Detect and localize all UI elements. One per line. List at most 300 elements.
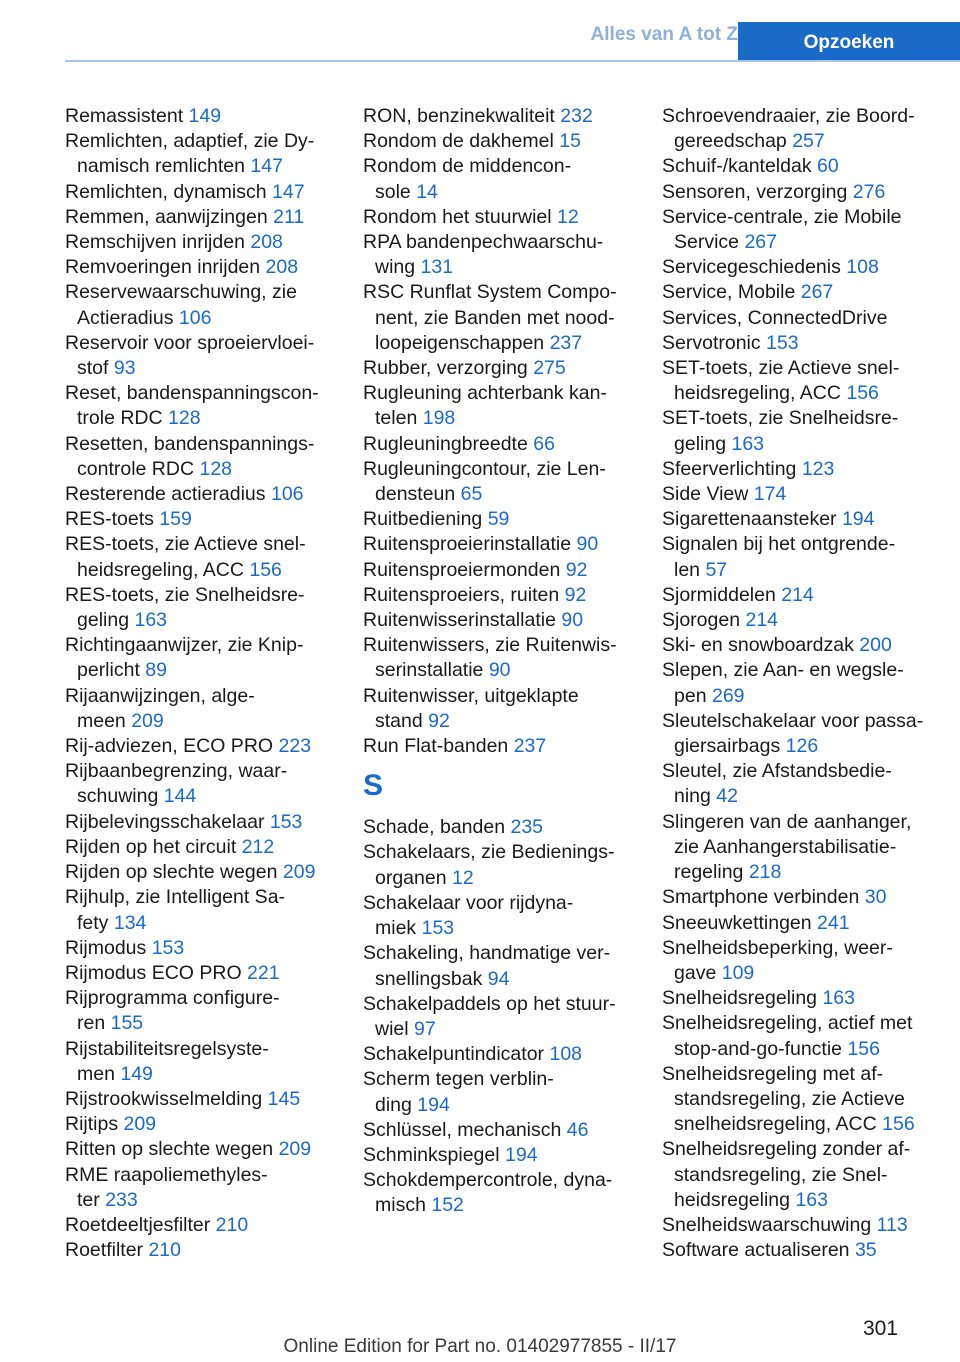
index-entry [363,154,635,204]
index-page-link[interactable]: 200 [859,634,892,657]
index-entry-text: schuwing [77,785,159,808]
index-entry [662,1062,952,1138]
index-entry-text: Rijstrookwisselmelding [65,1087,263,1110]
index-page-link[interactable]: 92 [428,709,450,732]
index-page-link[interactable]: 194 [841,508,875,531]
index-entry [363,1067,635,1117]
index-page-link[interactable]: 209 [282,861,316,884]
index-entry [65,759,335,809]
index-page-link[interactable]: 109 [721,961,755,984]
index-page-link[interactable]: 210 [215,1213,249,1236]
index-entry-text: fety [77,911,109,934]
index-entry [363,734,635,759]
index-entry [662,911,952,936]
index-page-link[interactable]: 30 [864,886,887,909]
index-entry-text: Rijden op het circuit [65,835,237,858]
index-entry [65,381,335,431]
index-page-link[interactable]: 269 [711,684,745,707]
index-entry-text: Ruitenwisserinstallatie [363,609,556,632]
index-entry-text: Remmen, aanwijzingen [65,205,268,228]
index-page-link[interactable]: 15 [559,130,581,153]
index-entry-text: Rij-adviezen, ECO PRO [65,735,274,758]
index-page-link[interactable]: 147 [272,180,305,203]
index-entry [65,482,335,507]
index-entry-text: Remlichten, adaptief, zie Dy- [65,130,315,153]
index-entry-text: Snelheidsregeling zonder af- [662,1138,911,1161]
index-entry-text: Reservewaarschuwing, zie [65,281,297,304]
index-page-link[interactable]: 134 [113,911,147,934]
index-entry [662,885,952,910]
index-entry-text: Sjorogen [662,609,741,632]
index-page-link[interactable]: 267 [744,231,777,254]
index-entry [65,734,335,759]
index-entry [65,1037,335,1087]
index-entry [662,255,952,280]
index-entry-text: Schakelaars, zie Bedienings- [363,841,615,864]
index-page-link[interactable]: 214 [781,583,814,606]
index-entry [662,936,952,986]
index-entry [363,1042,635,1067]
index-entry [363,507,635,532]
index-page-link[interactable]: 218 [748,861,782,884]
index-entry [65,230,335,255]
index-page-link[interactable]: 65 [460,483,483,506]
index-entry [363,891,635,941]
index-page-link[interactable]: 108 [549,1043,583,1066]
index-page-link[interactable]: 241 [817,911,850,934]
index-page-link[interactable]: 232 [560,105,593,127]
index-entry-text: Rubber, verzorging [363,357,528,380]
index-entry [363,558,635,583]
index-entry [65,583,335,633]
index-entry [363,104,635,129]
index-column-1 [65,104,335,1263]
index-page-link[interactable]: 163 [134,609,168,632]
index-page-link[interactable]: 57 [705,558,728,581]
index-entry [65,1112,335,1137]
index-page-link[interactable]: 267 [800,281,834,304]
index-page-link[interactable]: 59 [487,508,510,531]
index-page-link[interactable]: 155 [110,1012,144,1035]
index-page-link[interactable]: 152 [431,1194,464,1217]
index-page-link[interactable]: 106 [270,483,304,506]
index-entry-text: Ruitbediening [363,508,483,531]
index-entry-text: Remvoeringen inrijden [65,256,261,279]
index-entry-text: Rugleuning achterbank kan- [363,382,607,405]
index-entry [363,583,635,608]
index-page-link[interactable]: 144 [163,785,197,808]
edition-footer: Online Edition for Part no. 01402977855 - II/17 [283,1336,677,1357]
index-page-link[interactable]: 208 [250,231,283,254]
page-header [0,0,960,62]
index-entry [363,992,635,1042]
index-entry [363,129,635,154]
index-page-link[interactable]: 210 [148,1239,181,1262]
index-entry-text: gave [674,961,717,984]
index-entry [65,280,335,330]
index-entry-text: Schakelpuntindicator [363,1043,545,1066]
index-page-link[interactable]: 212 [241,835,275,858]
index-entry-text: len [674,558,701,581]
index-page-link[interactable]: 12 [557,205,579,228]
index-entry-text: RES-toets, zie Actieve snel- [65,533,306,556]
index-entry [363,1118,635,1143]
index-entry [65,633,335,683]
index-entry-text: gereedschap [674,130,787,153]
index-entry-text: Servicegeschiedenis [662,256,841,279]
index-entry [65,1137,335,1162]
index-page-link[interactable]: 128 [199,457,233,480]
index-page-link[interactable]: 209 [131,709,164,732]
index-entry-text: Schakeling, handmatige ver- [363,942,611,965]
index-page-link[interactable]: 275 [533,357,566,380]
index-page-link[interactable]: 89 [145,659,167,682]
index-entry-text: Remlichten, dynamisch [65,180,267,203]
index-entry-text: Rondom de dakhemel [363,130,554,153]
index-entry-text: Rijbaanbegrenzing, waar- [65,760,288,783]
index-entry [65,180,335,205]
index-page-link[interactable]: 194 [505,1143,538,1166]
index-entry-text: Rijhulp, zie Intelligent Sa- [65,886,286,909]
index-page-link[interactable]: 14 [416,180,438,203]
index-entry [662,583,952,608]
index-entry [662,986,952,1011]
page-number: 301 [862,1317,898,1340]
index-entry-text: ren [77,1012,106,1035]
index-entry-text: loopeigenschappen [375,331,545,354]
index-page-link[interactable]: 145 [267,1087,301,1110]
index-entry-text: geling [674,432,727,455]
index-entry [65,835,335,860]
index-entry [65,860,335,885]
index-page-link[interactable]: 94 [487,967,510,990]
index-entry-text: densteun [375,483,456,506]
index-entry [662,331,952,356]
index-entry-text: Rijden op slechte wegen [65,861,278,884]
index-entry-text: men [77,1062,115,1085]
index-entry-text: Remassistent [65,105,184,127]
index-entry-text: controle RDC [77,457,195,480]
index-entry-text: Snelheidsregeling [662,987,818,1010]
index-entry [662,306,952,331]
index-entry-text: Schakelaar voor rijdyna- [363,891,574,914]
index-entry-text: Ruitensproeiermonden [363,558,561,581]
index-entry [662,1011,952,1061]
index-entry-text: ding [375,1093,412,1116]
index-entry [662,1238,952,1263]
index-entry-text: Slingeren van de aanhanger, [662,810,912,833]
index-entry-text: trole RDC [77,407,163,430]
index-entry-text: Roetfilter [65,1239,144,1262]
index-entry [662,810,952,886]
index-page-link[interactable]: 97 [414,1017,436,1040]
index-entry [662,608,952,633]
index-entry-text: Ruitensproeierinstallatie [363,533,572,556]
index-entry [662,759,952,809]
index-page-link[interactable]: 159 [159,508,192,531]
index-page-link[interactable]: 108 [846,256,879,279]
index-entry-text: Snelheidsregeling, actief met [662,1012,913,1035]
index-entry-text: Rugleuningbreedte [363,432,528,455]
index-entry-text: Ski- en snowboardzak [662,634,854,657]
index-entry [65,961,335,986]
index-entry-text: sole [375,180,411,203]
index-page-link[interactable]: 163 [822,987,855,1010]
index-page-link[interactable]: 194 [417,1093,450,1116]
index-page-link[interactable]: 156 [249,558,282,581]
index-entry [363,356,635,381]
section-title: Alles van A tot Z [590,24,738,45]
index-entry-text: Rijaanwijzingen, alge- [65,684,255,707]
index-entry-text: Schakelpaddels op het stuur- [363,992,616,1015]
index-page-link[interactable]: 209 [278,1138,312,1161]
index-entry [363,684,635,734]
index-entry-text: Snelheidswaarschuwing [662,1213,872,1236]
index-page-link[interactable]: 153 [766,331,799,354]
index-entry-text: perlicht [77,659,140,682]
index-page-link[interactable]: 46 [566,1118,589,1141]
index-entry-text: Rugleuningcontour, zie Len- [363,457,606,480]
index-page-link[interactable]: 211 [273,205,305,228]
index-entry-text: snellingsbak [375,967,483,990]
index-entry-text: Ritten op slechte wegen [65,1138,274,1161]
index-entry [65,885,335,935]
index-entry [363,280,635,356]
index-entry-text: heidsregeling [674,1188,791,1211]
index-page-link[interactable]: 163 [795,1188,828,1211]
index-entry [363,381,635,431]
index-entry [65,684,335,734]
index-page-link[interactable]: 156 [882,1113,915,1136]
index-column-3 [662,104,952,1263]
index-entry-text: geling [77,609,130,632]
index-page-link[interactable]: 235 [510,816,544,839]
index-entry-text: Service-centrale, zie Mobile [662,205,902,228]
index-page-link[interactable]: 149 [188,105,222,127]
index-entry-text: stop-and-go-functie [674,1037,843,1060]
index-entry-text: regeling [674,861,744,884]
index-entry-text: Resterende actieradius [65,483,266,506]
index-page-link[interactable]: 198 [422,407,456,430]
index-entry-text: Sneeuwkettingen [662,911,812,934]
index-entry-text: meen [77,709,126,732]
index-entry-text: telen [375,407,418,430]
index-entry-text: Ruitenwissers, zie Ruitenwis- [363,634,617,657]
index-entry [65,507,335,532]
index-entry [363,815,635,840]
index-entry [363,1143,635,1168]
index-page-link[interactable]: 163 [731,432,765,455]
index-entry-text: Ruitensproeiers, ruiten [363,583,560,606]
index-entry-text: Rijtips [65,1113,119,1136]
index-entry [662,154,952,179]
index-page-link[interactable]: 209 [123,1113,157,1136]
index-page-link[interactable]: 276 [852,180,886,203]
index-entry-text: Smartphone verbinden [662,886,860,909]
index-entry-text: ning [674,785,711,808]
index-entry-text: Schade, banden [363,816,506,839]
index-page-link[interactable]: 214 [745,609,779,632]
index-entry [662,205,952,255]
index-entry-text: ter [77,1188,100,1211]
index-entry-text: wing [375,256,416,279]
index-page-link[interactable]: 35 [854,1239,877,1262]
index-entry-text: Sigarettenaansteker [662,508,837,531]
index-entry-text: stof [77,357,109,380]
index-entry [65,432,335,482]
index-entry-text: RME raapoliemethyles- [65,1163,268,1186]
index-entry [65,532,335,582]
index-page-link[interactable]: 92 [565,558,588,581]
index-page-link[interactable]: 147 [250,155,283,178]
index-page-link[interactable]: 221 [247,961,280,984]
index-entry-text: Rondom het stuurwiel [363,205,552,228]
index-entry-text: Actieradius [77,306,174,329]
index-entry-text: standsregeling, zie Actieve [674,1087,905,1110]
index-entry [363,633,635,683]
index-entry-text: Reservoir voor sproeiervloei- [65,331,315,354]
index-page-link[interactable]: 90 [488,659,511,682]
index-page-link[interactable]: 153 [269,810,303,833]
index-entry [662,507,952,532]
index-entry-text: RSC Runflat System Compo- [363,281,617,304]
index-page-link[interactable]: 233 [105,1188,138,1211]
index-entry-text: Services, ConnectedDrive [662,306,888,329]
index-entry-text: RON, benzinekwaliteit [363,105,555,127]
index-entry-text: standsregeling, zie Snel- [674,1163,888,1186]
index-page-link[interactable]: 153 [151,936,185,959]
index-entry-text: Schuif-/kanteldak [662,155,812,178]
index-page-link[interactable]: 60 [817,155,839,178]
index-entry-text: Servotronic [662,331,761,354]
index-page-link[interactable]: 237 [513,735,547,758]
index-page-link[interactable]: 156 [846,382,879,405]
index-entry-text: Run Flat-banden [363,735,509,758]
index-entry [662,709,952,759]
index-page-link[interactable]: 90 [561,609,584,632]
index-page-link[interactable]: 93 [113,357,136,380]
index-entry-text: Sleutelschakelaar voor passa- [662,709,924,732]
index-entry [363,205,635,230]
header-rule [65,60,960,62]
index-entry [363,457,635,507]
index-entry [363,840,635,890]
index-page-link[interactable]: 106 [178,306,212,329]
index-entry [662,1213,952,1238]
index-entry-text: stand [375,709,423,732]
index-entry [65,986,335,1036]
index-entry-text: Rijmodus ECO PRO [65,961,242,984]
index-entry-text: giersairbags [674,735,781,758]
index-entry-text: RPA bandenpechwaarschu- [363,231,604,254]
index-entry-text: Rijmodus [65,936,147,959]
index-entry [662,482,952,507]
index-entry-text: Sfeerverlichting [662,457,797,480]
index-entry [662,280,952,305]
index-entry-text: Schlüssel, mechanisch [363,1118,562,1141]
index-entry [65,1163,335,1213]
index-entry-text: Service, Mobile [662,281,796,304]
index-entry-text: Sensoren, verzorging [662,180,848,203]
index-entry-text: SET-toets, zie Actieve snel- [662,357,900,380]
index-page-link[interactable]: 153 [421,917,455,940]
index-entry [65,1238,335,1263]
index-entry-text: nent, zie Banden met nood- [375,306,615,329]
index-entry [662,457,952,482]
index-entry [65,1213,335,1238]
index-entry [363,230,635,280]
index-entry [662,1137,952,1213]
index-page-link[interactable]: 123 [801,457,835,480]
index-entry-text: Sleutel, zie Afstandsbedie- [662,760,892,783]
index-entry-text: Signalen bij het ontgrende- [662,533,896,556]
index-entry-text: miek [375,917,417,940]
index-page-link[interactable]: 66 [533,432,555,455]
index-page-link[interactable]: 156 [847,1037,880,1060]
index-entry-text: Scherm tegen verblin- [363,1068,554,1091]
index-page-link[interactable]: 42 [716,785,738,808]
index-page-link[interactable]: 113 [876,1213,908,1236]
index-entry-text: Snelheidsbeperking, weer- [662,936,893,959]
index-page-link[interactable]: 223 [278,735,312,758]
index-entry-text: organen [375,866,447,889]
index-page-link[interactable]: 128 [168,407,201,430]
index-entry-text: namisch remlichten [77,155,245,178]
index-entry-text: wiel [375,1017,409,1040]
index-page-link[interactable]: 237 [549,331,583,354]
index-entry-text: RES-toets [65,508,154,531]
index-page-link[interactable]: 149 [120,1062,153,1085]
tab-opzoeken[interactable]: Opzoeken [738,22,960,62]
index-entry-text: pen [674,684,707,707]
index-entry [65,936,335,961]
index-entry-text: zie Aanhangerstabilisatie- [674,835,897,858]
index-page-link[interactable]: 174 [753,483,787,506]
index-page-link[interactable]: 131 [420,256,454,279]
index-entry-text: Ruitenwisser, uitgeklapte [363,684,579,707]
index-entry-text: Software actualiseren [662,1239,850,1262]
index-entry [662,658,952,708]
index-entry [662,180,952,205]
index-page-link[interactable]: 90 [576,533,599,556]
index-entry [662,633,952,658]
index-entry-text: Rijprogramma configure- [65,987,280,1010]
index-entry [65,205,335,230]
index-entry [65,810,335,835]
index-entry-text: snelheidsregeling, ACC [674,1113,877,1136]
index-column-2 [363,104,635,1219]
index-entry [662,406,952,456]
index-page-link[interactable]: 257 [792,130,825,153]
index-entry [363,608,635,633]
index-entry [65,104,335,129]
index-page-link[interactable]: 92 [564,583,587,606]
index-entry [65,1087,335,1112]
index-page-link[interactable]: 12 [452,866,474,889]
index-entry-text: Rijstabiliteitsregelsyste- [65,1037,269,1060]
index-entry-text: Schokdempercontrole, dyna- [363,1169,613,1192]
index-page-link[interactable]: 208 [265,256,299,279]
index-entry-text: misch [375,1194,426,1217]
index-entry-text: Resetten, bandenspannings- [65,432,315,455]
index-entry-text: Rondom de middencon- [363,155,572,178]
index-entry [363,1168,635,1218]
index-entry-text: Schminkspiegel [363,1143,500,1166]
index-entry-text: heidsregeling, ACC [77,558,244,581]
index-entry [662,356,952,406]
index-entry-text: heidsregeling, ACC [674,382,841,405]
index-page-link[interactable]: 126 [785,735,819,758]
